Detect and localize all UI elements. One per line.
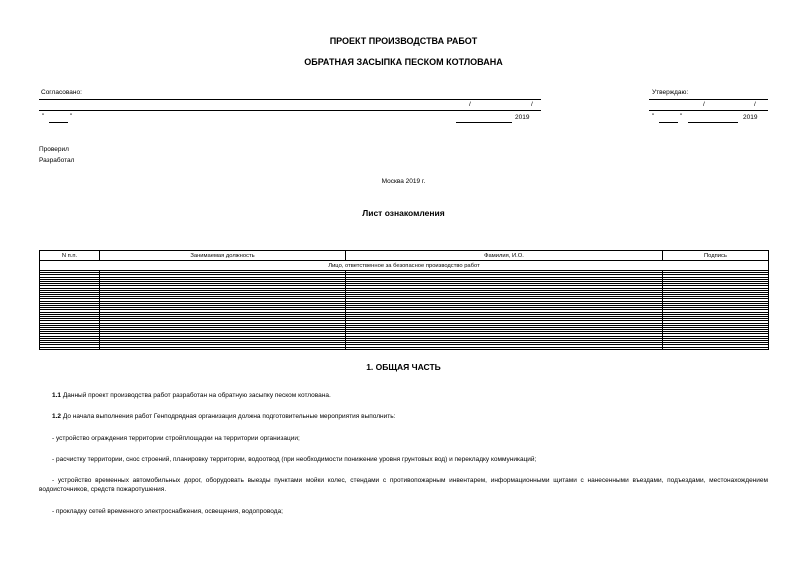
paragraph-1-2-text: До начала выполнения работ Генподрядная организация должна подготовительные мероприятия выполнить: <box>61 413 396 420</box>
table-cell <box>663 347 769 349</box>
developed-by-label: Разработал <box>39 157 75 164</box>
approval-right-year: 2019 <box>743 114 758 121</box>
approval-right-slash-1: / <box>703 101 705 108</box>
responsible-person-row: Лицо, ответственное за безопасное производство работ <box>40 261 769 271</box>
column-header-name: Фамилия, И.О. <box>346 251 663 261</box>
column-header-position: Занимаемая должность <box>100 251 346 261</box>
list-item-utilities: - прокладку сетей временного электроснабжения, освещения, водопровода; <box>52 508 283 515</box>
approval-left-slash-1: / <box>469 101 471 108</box>
approval-left-quote-open: " <box>42 113 45 120</box>
approval-right-line-1 <box>649 99 768 100</box>
paragraph-1-1-text: Данный проект производства работ разработан на обратную засыпку песком котлована. <box>61 392 331 399</box>
table-row <box>40 347 769 349</box>
approval-left-line-1 <box>39 99 541 100</box>
familiarization-table <box>39 250 769 350</box>
list-item-fencing: - устройство ограждения территории стройплощадки на территории организации; <box>52 435 300 442</box>
approval-left-month-line <box>456 122 512 123</box>
approval-right-quote-close: " <box>680 113 683 120</box>
paragraph-1-1 <box>52 391 768 400</box>
city-year: Москва 2019 г. <box>381 178 426 185</box>
approval-right-day-line <box>659 122 678 123</box>
approval-left-line-2 <box>39 110 541 111</box>
approval-left-label: Согласовано: <box>41 89 82 96</box>
approval-left-year: 2019 <box>515 114 530 121</box>
document-subtitle: ОБРАТНАЯ ЗАСЫПКА ПЕСКОМ КОТЛОВАНА <box>304 57 503 67</box>
paragraph-1-1-number: 1.1 <box>52 392 62 399</box>
approval-left-slash-2: / <box>531 101 533 108</box>
approval-right-slash-2: / <box>754 101 756 108</box>
approval-right-line-2 <box>649 110 768 111</box>
checked-by-label: Проверил <box>39 146 69 153</box>
column-header-signature: Подпись <box>663 251 769 261</box>
list-item-clearing: - расчистку территории, снос строений, планировку территории, водоотвод (при необходимости понижение уровня грунтовых вод) и перекладку коммуникаций; <box>52 456 537 463</box>
approval-right-label: Утверждаю: <box>652 89 689 96</box>
section-1-heading: 1. ОБЩАЯ ЧАСТЬ <box>366 362 441 372</box>
column-header-number: N п.п. <box>40 251 100 261</box>
approval-left-day-line <box>49 122 68 123</box>
approval-right-month-line <box>688 122 738 123</box>
approval-right-quote-open: " <box>652 113 655 120</box>
list-item-roads: - устройство временных автомобильных дорог, оборудовать выезды пунктами мойки колес, стендами с противопожарным инвентарем, информационными щитами с нанесенными въездами, подъездами, местонахождением водоисточников, средств пожаротушения. <box>39 477 768 493</box>
paragraph-1-2-number: 1.2 <box>52 413 62 420</box>
paragraph-1-2 <box>52 412 768 421</box>
approval-left-quote-close: " <box>70 113 73 120</box>
document-title: ПРОЕКТ ПРОИЗВОДСТВА РАБОТ <box>329 36 478 46</box>
familiarization-title: Лист ознакомления <box>362 208 445 218</box>
table-cell <box>346 347 663 349</box>
table-cell <box>100 347 346 349</box>
table-cell <box>40 347 100 349</box>
